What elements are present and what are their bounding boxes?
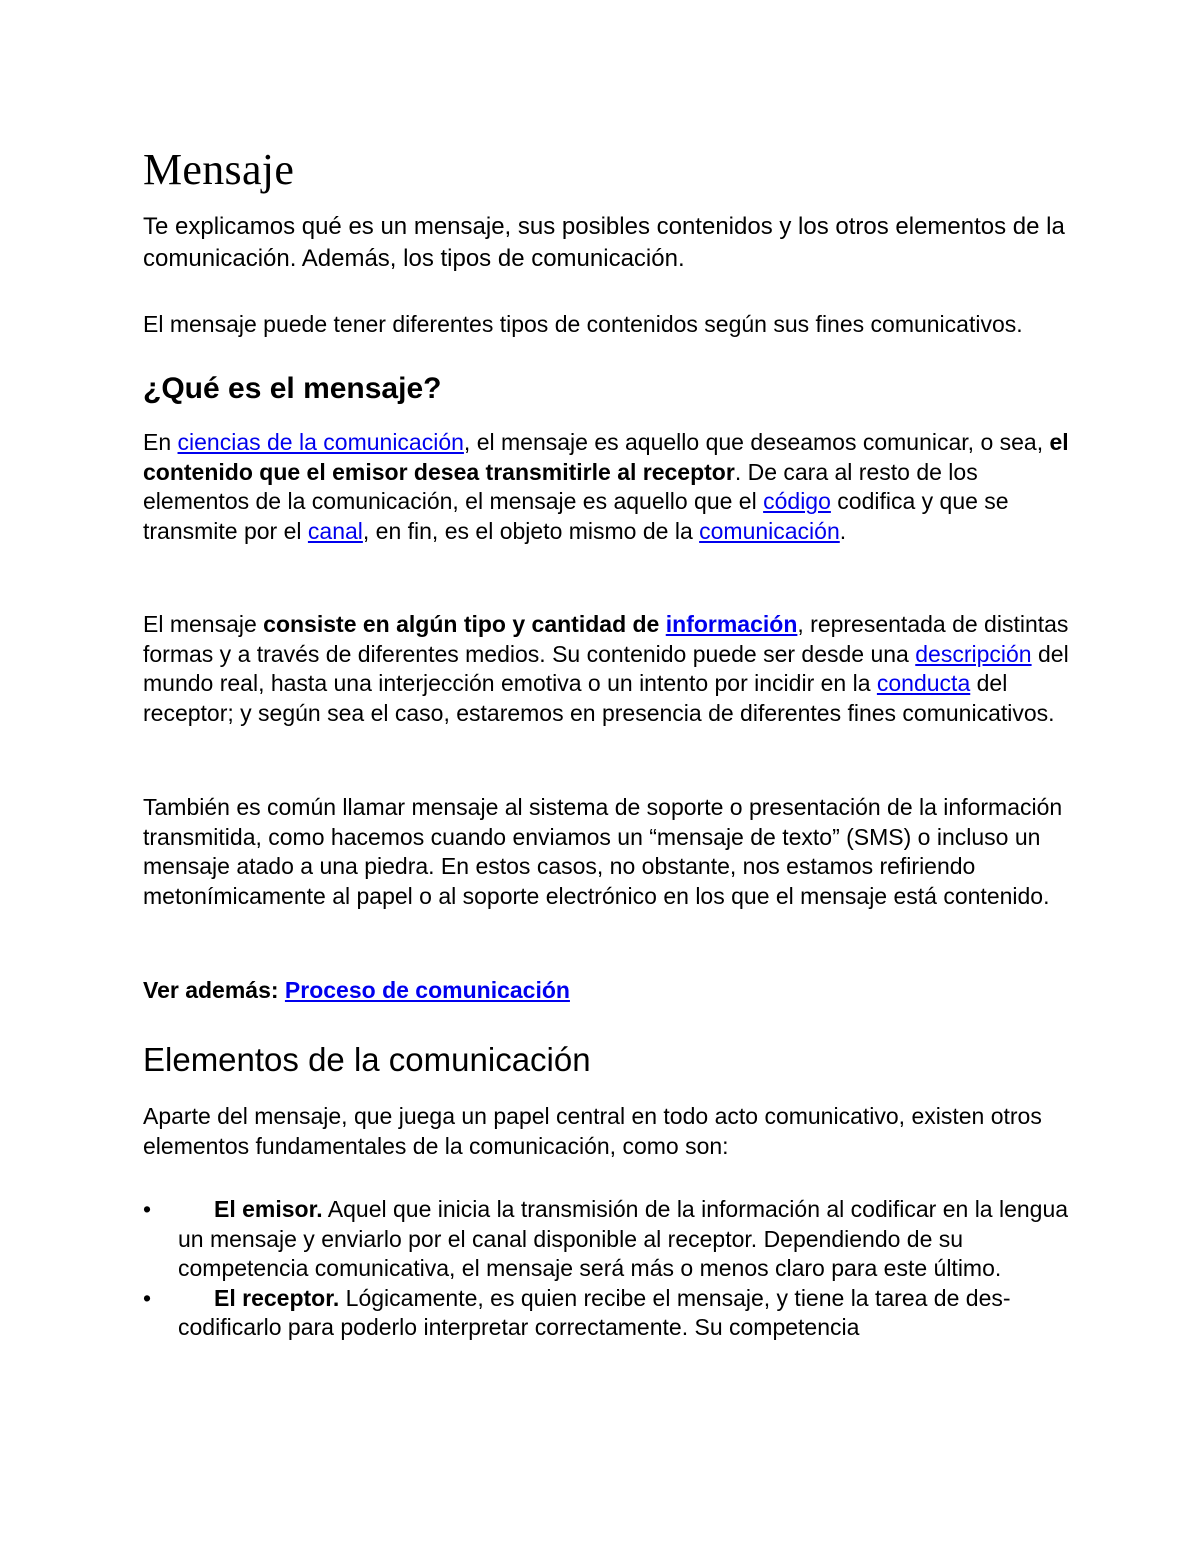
bullet-icon: •	[143, 1196, 152, 1222]
see-also	[143, 976, 1073, 1006]
list-item-term: El receptor.	[214, 1284, 340, 1311]
bold-consiste: consiste en algún tipo y cantidad de información	[263, 611, 798, 637]
link-comunicacion[interactable]: comunicación	[699, 517, 840, 544]
section-heading-elementos: Elementos de la comunicación	[143, 1041, 591, 1078]
lead-paragraph: Te explicamos qué es un mensaje, sus posibles contenidos y los otros elementos de la comunicación. Además, los tipos de comunicación.	[143, 213, 1065, 272]
link-descripcion[interactable]: descripción	[915, 640, 1032, 667]
list-item-text: Aquel que inicia la transmisión de la información al codificar en la lengua un mensaje y enviarlo por el canal disponible al receptor. Dependiendo de su competencia comunicativa, el mensaje será más o menos claro para este último.	[178, 1196, 1069, 1282]
link-canal[interactable]: canal	[307, 517, 363, 544]
list-item	[143, 1195, 1073, 1284]
list-item	[143, 1284, 1073, 1343]
see-also-label: Ver además:	[143, 977, 285, 1003]
elements-list	[143, 1195, 1073, 1343]
list-item-term: El emisor.	[214, 1196, 323, 1222]
bullet-icon: •	[143, 1284, 152, 1311]
paragraph-informacion: El mensaje consiste en algún tipo y cantidad de información, representada de distintas formas y a través de diferentes medios. Su contenido puede ser desde una descripción del mundo real, hasta una interjección emotiva o un intento por incidir en la conducta del receptor; y según sea el caso, estaremos en presencia de diferentes fines comunicativos.	[143, 611, 1069, 726]
bold-contenido: el contenido que el emisor desea transmitirle al receptor	[143, 429, 1069, 485]
paragraph-elementos-intro: Aparte del mensaje, que juega un papel central en todo acto comunicativo, existen otros elementos fundamentales de la comunicación, como son:	[143, 1103, 1042, 1159]
link-codigo[interactable]: código	[763, 488, 831, 515]
paragraph-soporte: También es común llamar mensaje al sistema de soporte o presentación de la información transmitida, como hacemos cuando enviamos un “mensaje de texto” (SMS) o incluso un mensaje atado a una piedra. En estos casos, no obstante, nos estamos refiriendo metonímicamente al papel o al soporte electrónico en los que el mensaje está contenido.	[143, 794, 1063, 909]
link-proceso-comunicacion[interactable]: Proceso de comunicación	[284, 977, 570, 1003]
link-ciencias-comunicacion[interactable]: ciencias de la comunicación	[177, 429, 464, 455]
page-title: Mensaje	[143, 145, 295, 194]
paragraph-definition: En ciencias de la comunicación, el mensaje es aquello que deseamos comunicar, o sea, el contenido que el emisor desea transmitirle al receptor. De cara al resto de los elementos de la comunicación, el mensaje es aquello que el código codifica y que se transmite por el canal, en fin, es el objeto mismo de la comunicación.	[143, 429, 1069, 544]
image-caption: El mensaje puede tener diferentes tipos de contenidos según sus fines comunicativos.	[143, 311, 1023, 337]
section-heading-que-es: ¿Qué es el mensaje?	[143, 372, 442, 405]
link-informacion[interactable]: información	[665, 611, 798, 637]
list-item-text: Lógicamente, es quien recibe el mensaje, y tiene la tarea de des-codificarlo para poderlo interpretar correctamente. Su competencia	[178, 1284, 1011, 1341]
link-conducta[interactable]: conducta	[876, 670, 971, 697]
